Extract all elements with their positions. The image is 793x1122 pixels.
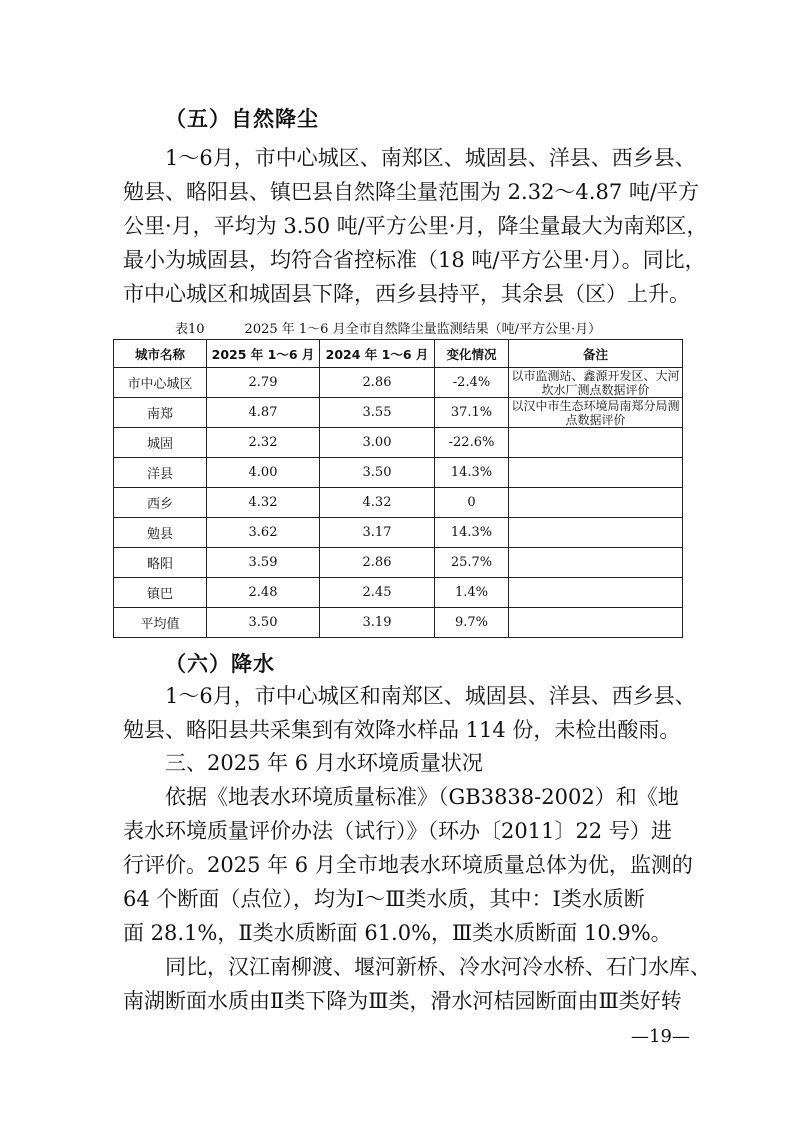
cell-2025: 3.59 — [207, 548, 320, 578]
table-header-row — [114, 340, 683, 368]
cell-city: 市中心城区 — [114, 368, 207, 398]
cell-2024: 3.55 — [320, 398, 435, 428]
cell-note — [509, 458, 683, 488]
section3-p2-line-1: 同比，汉江南柳渡、堰河新桥、冷水河冷水桥、石门水库、 — [165, 955, 711, 979]
cell-2025: 2.79 — [207, 368, 320, 398]
section5-line-3: 公里·月，平均为 3.50 吨/平方公里·月，降尘量最大为南郑区， — [123, 214, 708, 238]
cell-2025: 3.62 — [207, 518, 320, 548]
header-2025: 2025 年 1～6 月 — [207, 340, 320, 368]
cell-2025: 4.32 — [207, 488, 320, 518]
dustfall-table — [113, 339, 683, 638]
section3-p1-line-5: 面 28.1%，Ⅱ类水质断面 61.0%，Ⅲ类水质断面 10.9%。 — [123, 921, 672, 945]
cell-change: 1.4% — [435, 578, 509, 608]
cell-2024: 4.32 — [320, 488, 435, 518]
section3-p1-line-3: 行评价。2025 年 6 月全市地表水环境质量总体为优，监测的 — [123, 853, 693, 877]
cell-note: 以市监测站、鑫源开发区、大河坎水厂测点数据评价 — [509, 368, 683, 398]
cell-2024: 2.86 — [320, 368, 435, 398]
header-2024: 2024 年 1～6 月 — [320, 340, 435, 368]
cell-change: 9.7% — [435, 608, 509, 638]
header-change: 变化情况 — [435, 340, 509, 368]
cell-note: 以汉中市生态环境局南郑分局测点数据评价 — [509, 398, 683, 428]
cell-city: 南郑 — [114, 398, 207, 428]
cell-note — [509, 428, 683, 458]
section3-p2-line-2: 南湖断面水质由Ⅱ类下降为Ⅲ类，滑水河桔园断面由Ⅲ类好转 — [123, 989, 682, 1013]
cell-2025: 2.48 — [207, 578, 320, 608]
page-number: —19— — [631, 1026, 690, 1047]
cell-2024: 3.19 — [320, 608, 435, 638]
cell-change: -2.4% — [435, 368, 509, 398]
table-row — [114, 458, 683, 488]
cell-2024: 3.17 — [320, 518, 435, 548]
cell-2024: 2.86 — [320, 548, 435, 578]
table-caption-title: 2025 年 1～6 月全市自然降尘量监测结果（吨/平方公里·月） — [244, 322, 602, 337]
section3-p1-line-2: 表水环境质量评价办法（试行）》（环办〔2011〕22 号）进 — [123, 819, 672, 843]
cell-2025: 4.00 — [207, 458, 320, 488]
cell-2025: 3.50 — [207, 608, 320, 638]
section5-line-5: 市中心城区和城固县下降，西乡县持平，其余县（区）上升。 — [123, 282, 690, 306]
table-row — [114, 398, 683, 428]
cell-2025: 4.87 — [207, 398, 320, 428]
header-city: 城市名称 — [114, 340, 207, 368]
cell-note — [509, 518, 683, 548]
cell-note — [509, 578, 683, 608]
cell-2024: 2.45 — [320, 578, 435, 608]
cell-2025: 2.32 — [207, 428, 320, 458]
table-row — [114, 428, 683, 458]
cell-note — [509, 548, 683, 578]
cell-city: 镇巴 — [114, 578, 207, 608]
cell-city: 洋县 — [114, 458, 207, 488]
cell-city: 略阳 — [114, 548, 207, 578]
cell-change: 14.3% — [435, 518, 509, 548]
section6-heading: （六）降水 — [165, 652, 275, 676]
cell-note — [509, 488, 683, 518]
table-row — [114, 608, 683, 638]
table-row — [114, 518, 683, 548]
table-caption — [175, 318, 601, 337]
cell-city: 勉县 — [114, 518, 207, 548]
section6-line-2: 勉县、略阳县共采集到有效降水样品 114 份，未检出酸雨。 — [123, 718, 681, 742]
section5-line-1: 1～6月，市中心城区、南郑区、城固县、洋县、西乡县、 — [165, 146, 696, 170]
cell-city: 西乡 — [114, 488, 207, 518]
section3-p1-line-1: 依据《地表水环境质量标准》（GB3838-2002）和《地 — [165, 785, 679, 809]
table-row — [114, 578, 683, 608]
section3-heading: 三、2025 年 6 月水环境质量状况 — [165, 751, 483, 775]
section5-heading: （五）自然降尘 — [165, 107, 319, 131]
cell-2024: 3.00 — [320, 428, 435, 458]
table-row — [114, 368, 683, 398]
section6-line-1: 1～6月，市中心城区和南郑区、城固县、洋县、西乡县、 — [165, 684, 696, 708]
cell-change: 0 — [435, 488, 509, 518]
table-row — [114, 488, 683, 518]
section3-p1-line-4: 64 个断面（点位），均为Ⅰ～Ⅲ类水质，其中：Ⅰ类水质断 — [123, 887, 645, 911]
cell-2024: 3.50 — [320, 458, 435, 488]
cell-change: 25.7% — [435, 548, 509, 578]
table-row — [114, 548, 683, 578]
cell-change: -22.6% — [435, 428, 509, 458]
cell-city: 城固 — [114, 428, 207, 458]
cell-change: 37.1% — [435, 398, 509, 428]
cell-note — [509, 608, 683, 638]
section5-line-2: 勉县、略阳县、镇巴县自然降尘量范围为 2.32～4.87 吨/平方 — [123, 180, 699, 204]
cell-change: 14.3% — [435, 458, 509, 488]
section5-line-4: 最小为城固县，均符合省控标准（18 吨/平方公里·月）。同比， — [123, 248, 706, 272]
cell-city: 平均值 — [114, 608, 207, 638]
header-note: 备注 — [509, 340, 683, 368]
table-caption-number: 表10 — [175, 322, 205, 337]
